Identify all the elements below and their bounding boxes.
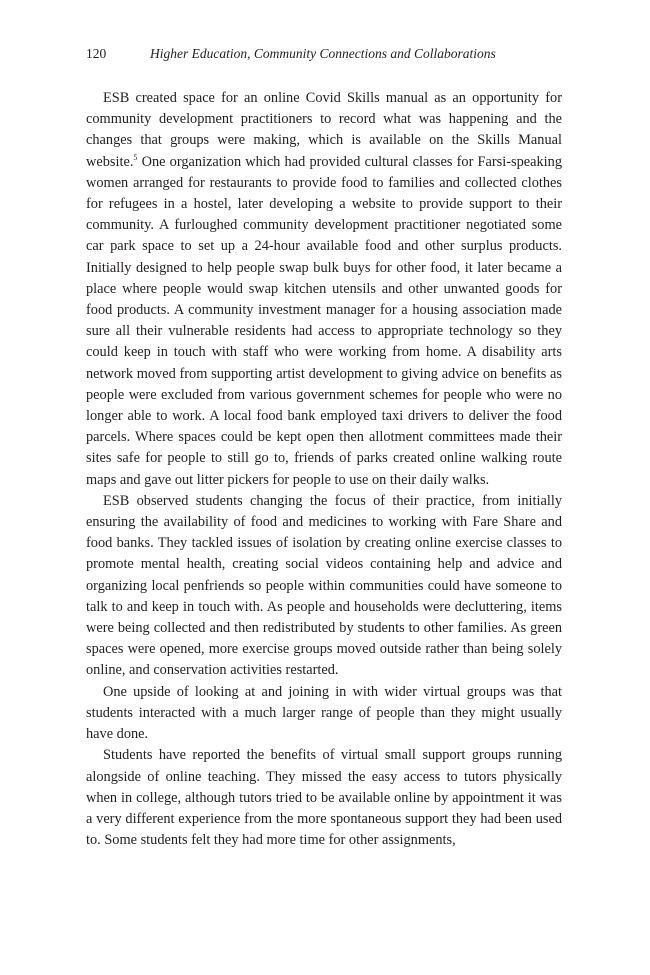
paragraph-text-continued: One organization which had provided cultural classes for Farsi-speaking women arranged for restaurants to provide food to families and collected clothes for refugees in a hostel, later developing a website to provide support to their community. A furloughed community development practitioner negotiated some car park space to set up a 24-hour available food and other surplus products. Initially designed to help people swap bulk buys for other food, it later became a place where people would swap kitchen utensils and other unwanted goods for food products. A community investment manager for a housing association made sure all their vulnerable residents had access to appropriate technology so they could keep in touch with staff who were working from home. A disability arts network moved from supporting artist development to giving advice on benefits as people were excluded from various government schemes for people who were no longer able to work. A local food bank employed taxi drivers to deliver the food parcels. Where spaces could be kept open then allotment committees made their sites safe for people to still go to, friends of parks created online walking route maps and gave out litter pickers for people to use on their daily walks. — [86, 153, 562, 488]
page-number: 120 — [86, 46, 107, 61]
running-head — [86, 44, 566, 64]
paragraph-text: ESB created space for an online Covid Skills manual as an opportunity for community development practitioners to record what was happening and the changes that groups were making, which is available on the Skills Manual website. — [86, 90, 562, 170]
paragraph: One upside of looking at and joining in with wider virtual groups was that students interacted with a much larger range of people than they might usually have done. — [86, 683, 562, 743]
paragraph — [86, 88, 562, 491]
book-title: Higher Education, Community Connections and Collaborations — [150, 46, 496, 61]
footnote-marker: 5 — [133, 152, 138, 162]
paragraph: Students have reported the benefits of virtual small support groups running alongside of online teaching. They missed the easy access to tutors physically when in college, although tutors tried to be available online by appointment it was a very different experience from the more spontaneous support they had been used to. Some students felt they had more time for other assignments, — [86, 747, 562, 849]
paragraph: ESB observed students changing the focus of their practice, from initially ensuring the availability of food and medicines to working with Fare Share and food banks. They tackled issues of isolation by creating online exercise classes to promote mental health, creating social videos containing help and advice and organizing local penfriends so people within communities could have someone to talk to and keep in touch with. As people and households were decluttering, items were being collected and then redistributed by students to other families. As green spaces were opened, more exercise groups moved outside rather than being solely online, and conservation activities restarted. — [86, 492, 562, 679]
body-text — [86, 88, 562, 851]
